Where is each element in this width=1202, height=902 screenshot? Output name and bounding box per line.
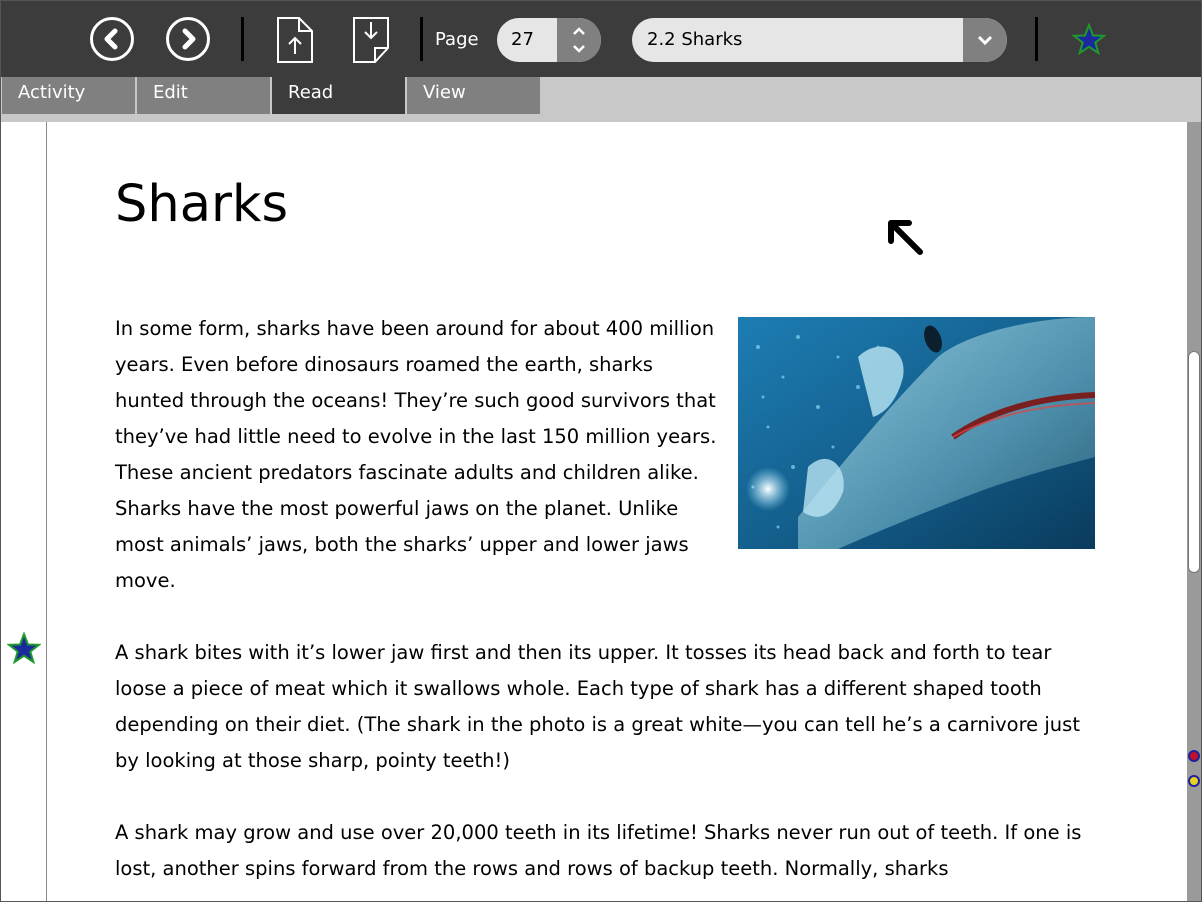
margin-line (46, 122, 47, 901)
scroll-marker-red[interactable] (1188, 750, 1200, 762)
chevron-left-icon (100, 27, 124, 51)
paragraph: A shark bites with it’s lower jaw first and then its upper. It tosses its head back and forth to tear loose a piece of meat which it swallows whole. Each type of shark has a different shaped tooth depending on their diet. (The shark in the photo is a great white—you can tell he’s a carnivore just by looking at those sharp, pointy teeth!) (115, 641, 1080, 772)
chevron-down-icon (976, 33, 994, 47)
star-icon (1072, 23, 1106, 55)
paragraph: A shark may grow and use over 20,000 teeth in its lifetime! Sharks never run out of teeth. If one is lost, another spins forward from the rows and rows of backup teeth. Normally, sharks (115, 821, 1082, 880)
scrollbar-thumb[interactable] (1188, 351, 1200, 573)
back-button[interactable] (90, 17, 134, 61)
toolbar (1, 1, 1201, 77)
scroll-marker-yellow[interactable] (1188, 775, 1200, 787)
toolbar-separator (1035, 17, 1038, 61)
tab-bar (1, 77, 1201, 114)
bookmark-button[interactable] (1072, 23, 1106, 59)
tab-activity[interactable]: Activity (2, 77, 135, 114)
page-label: Page (435, 29, 479, 50)
previous-page-button[interactable] (275, 16, 315, 64)
page-number-spinner[interactable] (497, 18, 601, 62)
chapter-dropdown-button[interactable] (963, 18, 1007, 62)
tab-view[interactable]: View (407, 77, 540, 114)
mouse-pointer-icon (885, 217, 927, 263)
shark-photo (738, 317, 1095, 549)
chapter-select-value: 2.2 Sharks (647, 29, 743, 50)
chevron-right-icon (176, 27, 200, 51)
content-border (1, 114, 1201, 122)
document-up-icon (275, 16, 315, 64)
document-down-icon (351, 16, 391, 64)
toolbar-separator (241, 17, 244, 61)
chevron-up-icon[interactable] (571, 26, 587, 36)
forward-button[interactable] (166, 17, 210, 61)
star-icon (7, 632, 41, 664)
page-spin-buttons[interactable] (557, 18, 601, 62)
chevron-down-icon[interactable] (571, 44, 587, 54)
tab-read[interactable]: Read (272, 77, 405, 114)
tab-edit[interactable]: Edit (137, 77, 270, 114)
next-page-button[interactable] (351, 16, 391, 64)
margin-bookmark[interactable] (7, 632, 41, 668)
paragraph: In some form, sharks have been around for about 400 million years. Even before dinosaurs roamed the earth, sharks hunted through the oceans! They’re such good survivors that they’ve had little need to evolve in the last 150 million years. These ancient predators fascinate adults and children alike. Sharks have the most powerful jaws on the planet. Unlike most animals’ jaws, both the sharks’ upper and lower jaws move. (115, 317, 717, 592)
page-number-input[interactable]: 27 (511, 29, 534, 50)
toolbar-separator (420, 17, 423, 61)
chapter-select[interactable] (632, 18, 1007, 62)
page-title: Sharks (115, 175, 289, 234)
